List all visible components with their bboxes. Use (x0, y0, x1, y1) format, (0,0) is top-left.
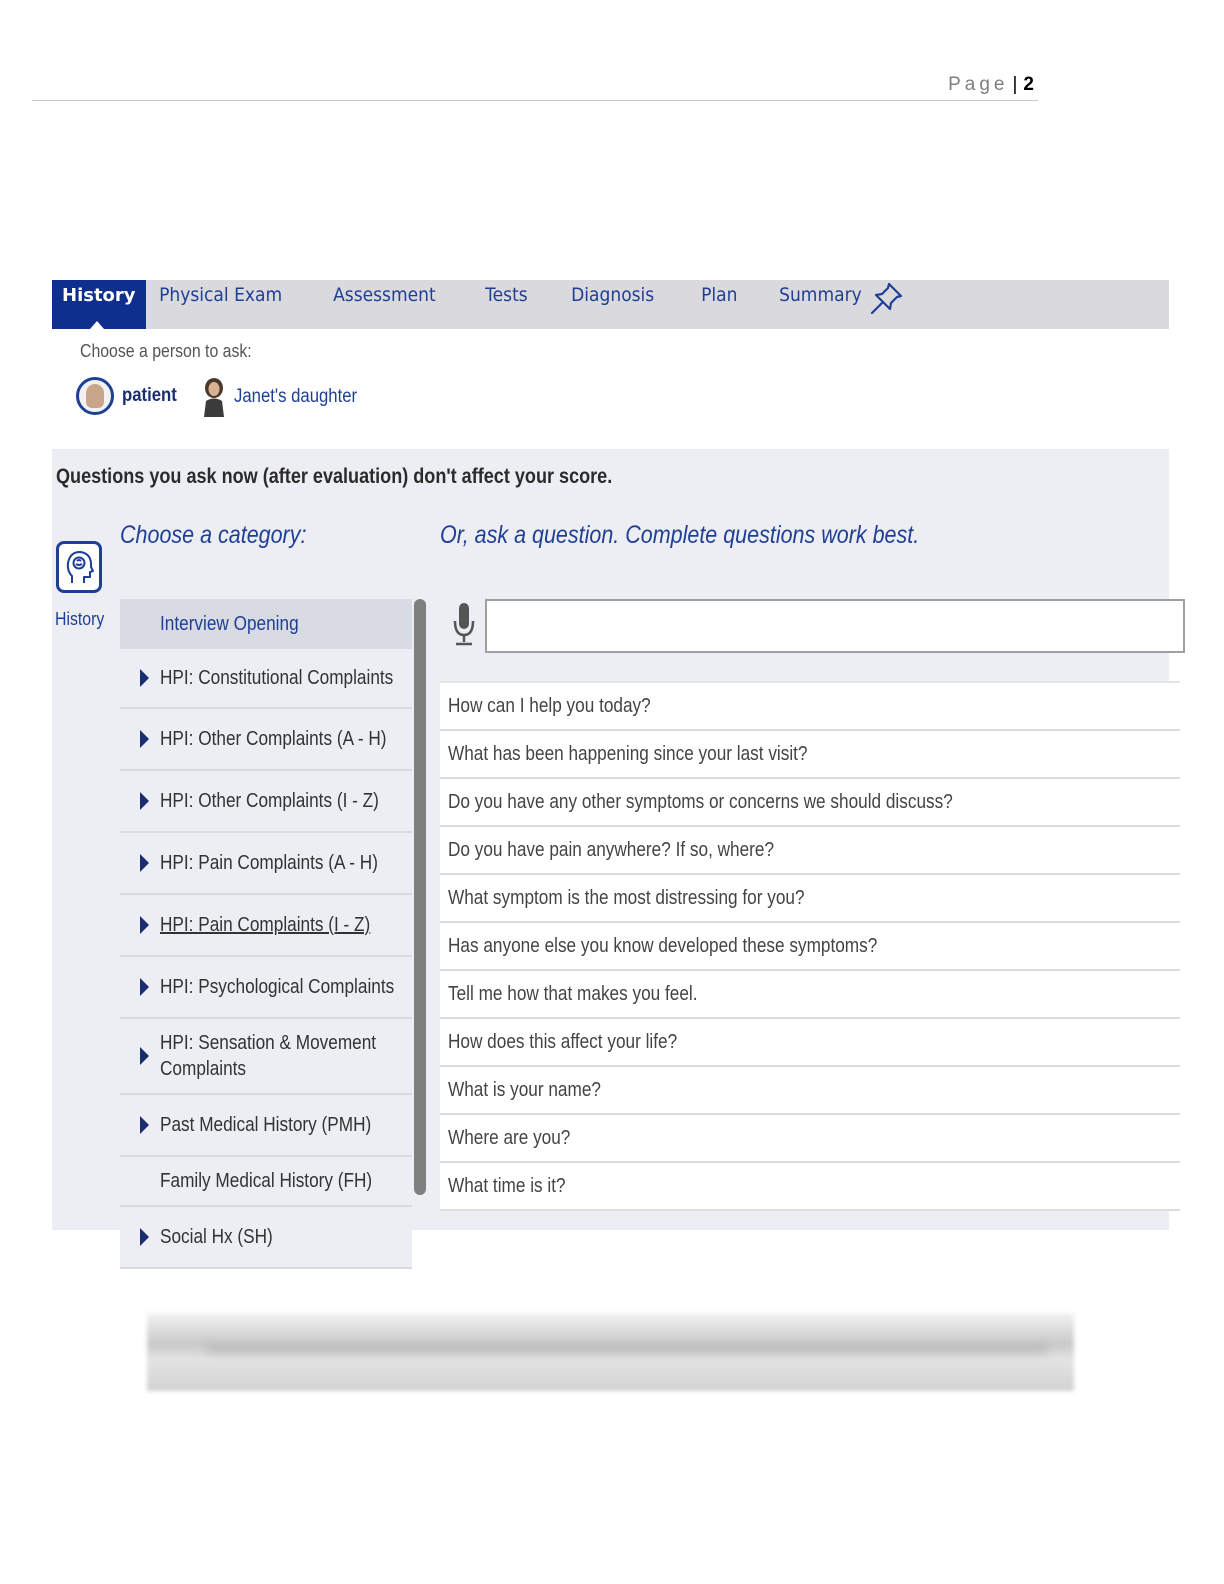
category-item[interactable] (120, 895, 412, 957)
microphone-icon[interactable] (452, 601, 476, 647)
question-label: How does this affect your life? (448, 1030, 678, 1053)
question-panel (52, 449, 1169, 1248)
tab-summary[interactable]: Summary (779, 284, 863, 306)
page-number-value: 2 (1023, 74, 1034, 95)
caret-right-icon (140, 1047, 149, 1065)
category-label: Interview Opening (160, 613, 299, 635)
category-item[interactable] (120, 1157, 412, 1207)
category-item[interactable] (120, 1019, 412, 1095)
category-label: HPI: Other Complaints (A - H) (160, 728, 387, 750)
category-scrollbar[interactable] (414, 599, 426, 1195)
head-brain-icon-graphic (64, 549, 94, 585)
page-word: Page (948, 74, 1009, 95)
question-item[interactable] (440, 779, 1180, 827)
category-label-line: Complaints (160, 1058, 247, 1080)
tab-tests[interactable]: Tests (485, 284, 528, 306)
question-label: What symptom is the most distressing for you? (448, 886, 805, 909)
question-input[interactable] (485, 599, 1185, 653)
head-brain-icon[interactable] (56, 541, 102, 593)
category-list (120, 599, 412, 1269)
question-list (440, 681, 1180, 1211)
category-item[interactable] (120, 1095, 412, 1157)
category-item[interactable] (120, 649, 412, 709)
person-patient[interactable] (76, 377, 184, 415)
caret-right-icon (140, 854, 149, 872)
tab-plan[interactable]: Plan (701, 284, 738, 306)
tab-bar (52, 280, 1169, 329)
tab-physical-exam[interactable]: Physical Exam (158, 284, 282, 306)
person-patient-label: patient (122, 385, 177, 406)
question-label: What time is it? (448, 1174, 566, 1197)
category-label: HPI: Pain Complaints (A - H) (160, 852, 378, 874)
page-header (32, 70, 1038, 101)
question-item[interactable] (440, 923, 1180, 971)
history-icon-label: History (55, 609, 105, 629)
ask-question-heading: Or, ask a question. Complete questions work best. (440, 521, 920, 549)
question-item[interactable] (440, 681, 1180, 731)
question-label: Tell me how that makes you feel. (448, 982, 698, 1005)
choose-person-label: Choose a person to ask: (80, 341, 252, 361)
tab-diagnosis[interactable]: Diagnosis (570, 284, 654, 306)
page-number (948, 74, 1034, 96)
question-item[interactable] (440, 971, 1180, 1019)
person-daughter-label: Janet's daughter (234, 386, 358, 407)
caret-right-icon (140, 792, 149, 810)
caret-right-icon (140, 730, 149, 748)
category-label: HPI: Other Complaints (I - Z) (160, 790, 379, 812)
category-label: HPI: Constitutional Complaints (160, 667, 394, 689)
category-item[interactable] (120, 1207, 412, 1269)
person-daughter[interactable] (202, 377, 374, 417)
app-screenshot (52, 280, 1169, 1248)
evaluation-notice: Questions you ask now (after evaluation) don't affect your score. (56, 465, 613, 488)
category-label: Past Medical History (PMH) (160, 1114, 372, 1136)
caret-right-icon (140, 1228, 149, 1246)
question-label: Where are you? (448, 1126, 571, 1149)
category-label: HPI: Psychological Complaints (160, 976, 395, 998)
page-separator: | (1012, 74, 1018, 95)
question-item[interactable] (440, 1115, 1180, 1163)
question-label: Do you have any other symptoms or concerns we should discuss? (448, 790, 953, 813)
caret-right-icon (140, 669, 149, 687)
category-item[interactable] (120, 771, 412, 833)
category-heading: Choose a category: (120, 521, 307, 549)
question-item[interactable] (440, 731, 1180, 779)
caret-right-icon (140, 916, 149, 934)
person-selector (52, 329, 1169, 449)
question-item[interactable] (440, 1067, 1180, 1115)
question-label: What has been happening since your last visit? (448, 742, 808, 765)
question-item[interactable] (440, 827, 1180, 875)
blurred-region (147, 1313, 1074, 1391)
category-item[interactable] (120, 833, 412, 895)
daughter-avatar-icon (202, 377, 226, 417)
category-label: Social Hx (SH) (160, 1226, 273, 1248)
patient-avatar-icon (76, 377, 114, 415)
caret-right-icon (140, 1116, 149, 1134)
question-label: How can I help you today? (448, 694, 651, 717)
category-label: HPI: Pain Complaints (I - Z) (160, 914, 371, 936)
question-item[interactable] (440, 875, 1180, 923)
tab-assessment[interactable]: Assessment (333, 284, 436, 306)
category-label: Family Medical History (FH) (160, 1170, 373, 1192)
category-label-line: HPI: Sensation & Movement (160, 1032, 377, 1054)
question-label: Do you have pain anywhere? If so, where? (448, 838, 775, 861)
question-label: Has anyone else you know developed these symptoms? (448, 934, 878, 957)
category-item[interactable] (120, 599, 412, 649)
caret-right-icon (140, 978, 149, 996)
question-item[interactable] (440, 1019, 1180, 1067)
category-label (160, 1030, 376, 1082)
question-label: What is your name? (448, 1078, 601, 1101)
question-item[interactable] (440, 1163, 1180, 1211)
category-item[interactable] (120, 709, 412, 771)
pin-icon[interactable] (869, 280, 905, 316)
tab-history[interactable]: History (52, 280, 146, 329)
category-item[interactable] (120, 957, 412, 1019)
